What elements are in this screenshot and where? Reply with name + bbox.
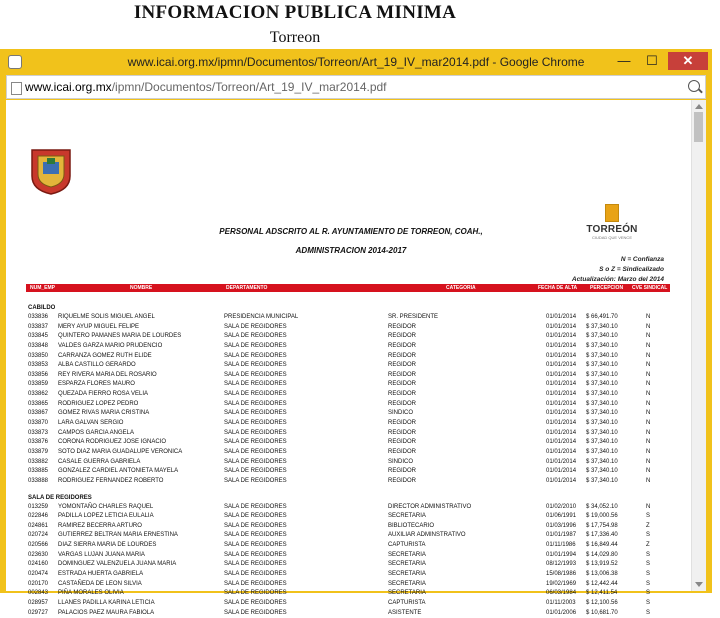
table-section [26,303,670,487]
cell-nombre: REY RIVERA MARIA DEL ROSARIO [58,371,157,378]
cell-num-emp: 033882 [28,458,49,465]
document-header: PERSONAL ADSCRITO AL R. AYUNTAMIENTO DE TORREON, COAH., [219,227,483,236]
cell-fecha-alta: 01/01/2014 [546,323,577,330]
table-row [26,352,670,362]
table-section [26,493,670,618]
cell-percepcion: $ 37,340.10 [586,323,618,330]
cell-nombre: PADILLA LOPEZ LETICIA EULALIA [58,513,154,520]
cell-cve-sindical: N [646,391,651,398]
cell-num-emp: 033888 [28,477,49,484]
cell-departamento: SALA DE REGIDORES [224,551,287,558]
cell-nombre: RAMIREZ BECERRA ARTURO [58,522,142,529]
cell-percepcion: $ 37,340.10 [586,458,618,465]
table-row [26,477,670,487]
cell-cve-sindical: N [646,381,651,388]
cell-departamento: SALA DE REGIDORES [224,503,287,510]
cell-categoria: REGIDOR [388,362,417,369]
table-row [26,570,670,580]
cell-percepcion: $ 66,491.70 [586,314,618,320]
table-row [26,599,670,609]
cell-num-emp: 033850 [28,352,49,359]
cell-fecha-alta: 01/01/2006 [546,609,577,616]
col-num-emp: NUM_EMP [30,285,56,291]
cell-categoria: REGIDOR [388,400,417,407]
cell-cve-sindical: S [646,599,651,606]
cell-categoria: SECRETARIA [388,513,426,520]
scroll-down-icon[interactable] [695,582,703,587]
url-host: www.icai.org.mx [25,80,112,94]
table-row [26,429,670,439]
cell-percepcion: $ 37,340.10 [586,352,618,359]
table-row [26,390,670,400]
cell-departamento: SALA DE REGIDORES [224,590,287,597]
cell-num-emp: 029727 [28,609,49,616]
table-row [26,323,670,333]
col-fecha-alta: FECHA DE ALTA [538,285,578,291]
cell-nombre: GONZALEZ CARDIEL ANTONIETA MAYELA [58,468,179,475]
cell-nombre: DOMINGUEZ VALENZUELA JUANA MARIA [58,561,177,568]
cell-num-emp: 033870 [28,420,49,427]
cell-categoria: SECRETARIA [388,561,426,568]
cell-cve-sindical: N [646,323,651,330]
cell-cve-sindical: N [646,314,651,320]
cell-fecha-alta: 01/01/2014 [546,429,577,436]
cell-fecha-alta: 19/02/1969 [546,580,577,587]
cell-categoria: SR. PRESIDENTE [388,314,439,320]
coat-of-arms-icon [28,146,74,196]
cell-nombre: ALBA CASTILLO GERARDO [58,362,136,369]
cell-fecha-alta: 06/03/1984 [546,590,577,597]
cell-percepcion: $ 16,849.44 [586,542,618,549]
cell-nombre: ESPARZA FLORES MAURO [58,381,135,388]
cell-departamento: SALA DE REGIDORES [224,458,287,465]
cell-categoria: CAPTURISTA [388,542,426,549]
cell-nombre: VARGAS LUJAN JUANA MARIA [58,551,145,558]
table-row [26,467,670,477]
cell-categoria: REGIDOR [388,439,417,446]
cell-num-emp: 023630 [28,551,49,558]
cell-fecha-alta: 08/12/1993 [546,561,577,568]
table-body [26,300,670,618]
cell-fecha-alta: 01/01/2014 [546,458,577,465]
cell-num-emp: 024861 [28,522,49,529]
cell-cve-sindical: N [646,429,651,436]
cell-num-emp: 024160 [28,561,49,568]
address-bar[interactable] [6,75,706,99]
cell-departamento: SALA DE REGIDORES [224,599,287,606]
table-row [26,551,670,561]
cell-num-emp: 033845 [28,333,49,340]
cell-percepcion: $ 13,006.38 [586,571,618,578]
cell-num-emp: 033836 [28,314,49,320]
cell-nombre: CORONA RODRIGUEZ JOSE IGNACIO [58,439,167,446]
cell-num-emp: 020724 [28,532,49,539]
cell-num-emp: 020170 [28,580,49,587]
cell-nombre: SOTO DIAZ MARIA GUADALUPE VERONICA [58,448,183,455]
cell-departamento: SALA DE REGIDORES [224,362,287,369]
cell-num-emp: 033848 [28,342,49,349]
table-row [26,313,670,323]
maximize-button[interactable]: ☐ [646,53,658,68]
cell-percepcion: $ 14,029.80 [586,551,618,558]
cell-percepcion: $ 37,340.10 [586,400,618,407]
cell-categoria: REGIDOR [388,342,417,349]
cell-categoria: AUXILIAR ADMINSTRATIVO [388,532,466,539]
chrome-window [0,49,712,616]
cell-cve-sindical: S [646,580,651,587]
cell-nombre: ESTRADA HUERTA GABRIELA [58,571,144,578]
table-row [26,400,670,410]
cell-departamento: SALA DE REGIDORES [224,580,287,587]
cell-categoria: REGIDOR [388,352,417,359]
cell-categoria: BIBLIOTECARIO [388,522,435,529]
table-row [26,589,670,599]
cell-percepcion: $ 37,340.10 [586,342,618,349]
cell-fecha-alta: 01/01/2014 [546,381,577,388]
cell-nombre: PALACIOS PAEZ MAURA FABIOLA [58,609,155,616]
cell-num-emp: 002843 [28,590,49,597]
cell-nombre: DIAZ SIERRA MARIA DE LOURDES [58,542,157,549]
cell-categoria: REGIDOR [388,468,417,475]
cell-num-emp: 033837 [28,323,49,330]
cell-fecha-alta: 15/08/1986 [546,571,577,578]
table-row [26,512,670,522]
cell-cve-sindical: S [646,590,651,597]
cell-num-emp: 022846 [28,513,49,520]
cell-fecha-alta: 01/01/2014 [546,362,577,369]
cell-percepcion: $ 13,919.52 [586,561,618,568]
cell-departamento: SALA DE REGIDORES [224,561,287,568]
cell-departamento: SALA DE REGIDORES [224,333,287,340]
logo-tagline: CIUDAD QUE VENCE [591,235,632,240]
cell-categoria: SECRETARIA [388,571,426,578]
cell-fecha-alta: 01/01/2014 [546,371,577,378]
cell-num-emp: 033867 [28,410,49,417]
cell-fecha-alta: 01/01/2014 [546,468,577,475]
cell-departamento: SALA DE REGIDORES [224,381,287,388]
table-row [26,580,670,590]
table-row [26,371,670,381]
cell-categoria: REGIDOR [388,381,417,388]
col-percepcion: PERCEPCION [590,285,624,291]
cell-categoria: REGIDOR [388,333,417,340]
table-row [26,609,670,618]
cell-categoria: SECRETARIA [388,551,426,558]
legend-actualizacion: Actualización: Marzo del 2014 [571,276,664,283]
cell-departamento: SALA DE REGIDORES [224,571,287,578]
cell-num-emp: 020474 [28,571,49,578]
document-subheader: ADMINISTRACION 2014-2017 [295,246,407,255]
cell-categoria: DIRECTOR ADMINISTRATIVO [388,503,472,510]
url-path: /ipmn/Documentos/Torreon/Art_19_IV_mar2014.pdf [111,80,387,94]
table-row [26,342,670,352]
cell-departamento: SALA DE REGIDORES [224,448,287,455]
cell-fecha-alta: 01/01/2014 [546,410,577,417]
cell-categoria: SECRETARIA [388,590,426,597]
cell-departamento: SALA DE REGIDORES [224,429,287,436]
cell-percepcion: $ 17,336.40 [586,532,618,539]
cell-cve-sindical: N [646,468,651,475]
cell-cve-sindical: N [646,371,651,378]
table-row [26,380,670,390]
cell-percepcion: $ 37,340.10 [586,391,618,398]
cell-departamento: SALA DE REGIDORES [224,542,287,549]
table-row [26,458,670,468]
cell-percepcion: $ 17,754.98 [586,522,618,529]
cell-percepcion: $ 10,681.70 [586,609,618,616]
cell-cve-sindical: N [646,420,651,427]
title-bar[interactable] [0,49,712,75]
cell-cve-sindical: S [646,551,651,558]
cell-fecha-alta: 01/01/2014 [546,333,577,340]
cell-percepcion: $ 19,000.56 [586,513,618,520]
cell-percepcion: $ 37,340.10 [586,448,618,455]
table-row [26,541,670,551]
page-subtitle: Torreon [269,29,321,46]
cell-departamento: SALA DE REGIDORES [224,323,287,330]
cell-num-emp: 033853 [28,362,49,369]
cell-nombre: QUEZADA FIERRO ROSA VELIA [58,391,149,398]
cell-cve-sindical: Z [646,542,650,549]
cell-cve-sindical: N [646,503,651,510]
cell-categoria: CAPTURISTA [388,599,426,606]
cell-cve-sindical: S [646,561,651,568]
cell-fecha-alta: 01/01/1994 [546,551,577,558]
cell-departamento: SALA DE REGIDORES [224,371,287,378]
cell-num-emp: 033865 [28,400,49,407]
logo-name: TORREÓN [586,224,638,235]
section-title: SALA DE REGIDORES [28,494,92,501]
cell-num-emp: 020566 [28,542,49,549]
cell-departamento: SALA DE REGIDORES [224,352,287,359]
cell-percepcion: $ 37,340.10 [586,420,618,427]
cell-nombre: MERY AYUP MIGUEL FELIPE [58,323,140,330]
cell-fecha-alta: 01/03/1996 [546,522,577,529]
pdf-page [6,100,692,616]
cell-nombre: RODRIGUEZ LOPEZ PEDRO [58,400,139,407]
cell-departamento: SALA DE REGIDORES [224,400,287,407]
cell-percepcion: $ 37,340.10 [586,468,618,475]
cell-cve-sindical: N [646,410,651,417]
cell-departamento: SALA DE REGIDORES [224,420,287,427]
cell-nombre: RODRIGUEZ FERNANDEZ ROBERTO [58,477,164,484]
cell-cve-sindical: N [646,448,651,455]
cell-fecha-alta: 01/01/2014 [546,400,577,407]
page-icon [11,82,22,95]
cell-departamento: SALA DE REGIDORES [224,410,287,417]
cell-cve-sindical: S [646,571,651,578]
cell-num-emp: 033873 [28,429,49,436]
cell-categoria: SINDICO [388,410,414,417]
cell-cve-sindical: N [646,477,651,484]
table-row [26,332,670,342]
table-row [26,409,670,419]
cell-percepcion: $ 37,340.10 [586,381,618,388]
cell-nombre: PIÑA MORALES OLIVIA [58,590,124,597]
cell-nombre: GOMEZ RIVAS MARIA CRISTINA [58,410,150,417]
cell-cve-sindical: N [646,333,651,340]
pdf-viewer[interactable] [6,100,706,616]
cell-nombre: LARA GALVAN SERGIO [58,420,124,427]
cell-cve-sindical: N [646,342,651,349]
window-title: www.icai.org.mx/ipmn/Documentos/Torreon/Art_19_IV_mar2014.pdf - Google Chrome [127,55,585,69]
torreon-logo-icon [605,204,619,222]
cell-nombre: CAMPOS GARCIA ANGELA [58,429,135,436]
cell-nombre: CARRANZA GOMEZ RUTH ELIDE [58,352,152,359]
scroll-up-icon[interactable] [695,104,703,109]
cell-num-emp: 013259 [28,503,49,510]
cell-departamento: SALA DE REGIDORES [224,513,287,520]
cell-categoria: REGIDOR [388,448,417,455]
cell-fecha-alta: 01/01/1987 [546,532,577,539]
cell-fecha-alta: 01/01/2014 [546,477,577,484]
cell-percepcion: $ 37,340.10 [586,333,618,340]
cell-nombre: GUTIERREZ BELTRAN MARIA ERNESTINA [58,532,178,539]
table-row [26,448,670,458]
cell-cve-sindical: N [646,352,651,359]
cell-percepcion: $ 12,442.44 [586,580,618,587]
cell-categoria: ASISTENTE [388,609,422,616]
cell-fecha-alta: 01/01/2014 [546,342,577,349]
legend-confianza: N = Confianza [620,256,664,263]
cell-cve-sindical: N [646,458,651,465]
cell-departamento: SALA DE REGIDORES [224,609,287,616]
cell-fecha-alta: 01/01/2014 [546,314,577,320]
cell-categoria: REGIDOR [388,429,417,436]
table-row [26,361,670,371]
legend-sindicalizado: S o Z = Sindicalizado [599,266,664,273]
col-cve-sindical: CVE SINDICAL [632,285,668,291]
cell-departamento: SALA DE REGIDORES [224,532,287,539]
cell-num-emp: 033885 [28,468,49,475]
cell-fecha-alta: 01/01/2014 [546,352,577,359]
torreon-logo [582,204,642,240]
cell-categoria: REGIDOR [388,420,417,427]
cell-nombre: VALDES GARZA MARIO PRUDENCIO [58,342,163,349]
cell-num-emp: 033879 [28,448,49,455]
cell-cve-sindical: N [646,362,651,369]
cell-cve-sindical: N [646,400,651,407]
cell-categoria: REGIDOR [388,477,417,484]
cell-categoria: REGIDOR [388,323,417,330]
cell-cve-sindical: S [646,532,651,539]
cell-categoria: SECRETARIA [388,580,426,587]
minimize-button[interactable]: — [617,53,631,68]
cell-fecha-alta: 01/11/1986 [546,542,576,549]
cell-departamento: SALA DE REGIDORES [224,391,287,398]
zoom-icon[interactable] [688,80,700,92]
cell-nombre: QUINTERO PAMANES MARIA DE LOURDES [58,333,182,340]
url-text[interactable] [25,80,387,94]
table-row [26,531,670,541]
cell-nombre: YOMONTAÑO CHARLES RAQUEL [58,503,154,510]
cell-nombre: CASTAÑEDA DE LEON SILVIA [58,580,142,587]
table-row [26,522,670,532]
col-categoria: CATEGORIA [446,285,476,291]
cell-nombre: CASALE GUERRA GABRIELA [58,458,141,465]
cell-nombre: RIQUELME SOLIS MIGUEL ANGEL [58,314,155,320]
cell-percepcion: $ 37,340.10 [586,371,618,378]
cell-departamento: SALA DE REGIDORES [224,477,287,484]
cell-percepcion: $ 37,340.10 [586,439,618,446]
cell-percepcion: $ 37,340.10 [586,429,618,436]
cell-num-emp: 028957 [28,599,49,606]
cell-fecha-alta: 01/11/2003 [546,599,576,606]
cell-percepcion: $ 37,340.10 [586,477,618,484]
cell-cve-sindical: Z [646,522,650,529]
cell-num-emp: 033859 [28,381,49,388]
cell-percepcion: $ 12,100.56 [586,599,618,606]
col-departamento: DEPARTAMENTO [226,285,268,291]
section-title: CABILDO [28,305,56,311]
cell-nombre: LLANES PADILLA KARINA LETICIA [58,599,155,606]
cell-fecha-alta: 01/01/2014 [546,391,577,398]
scroll-thumb[interactable] [694,112,703,142]
cell-num-emp: 033876 [28,439,49,446]
cell-fecha-alta: 01/01/2014 [546,439,577,446]
cell-cve-sindical: N [646,439,651,446]
cell-fecha-alta: 01/06/1991 [546,513,577,520]
cell-percepcion: $ 12,411.54 [586,590,618,597]
cell-departamento: SALA DE REGIDORES [224,439,287,446]
cell-num-emp: 033862 [28,391,49,398]
page-title: INFORMACION PUBLICA MINIMA [133,2,457,23]
cell-cve-sindical: S [646,513,651,520]
table-header [26,284,670,292]
table-row [26,503,670,513]
cell-num-emp: 033856 [28,371,49,378]
close-button[interactable]: ✕ [668,52,708,70]
cell-categoria: REGIDOR [388,371,417,378]
cell-fecha-alta: 01/01/2014 [546,448,577,455]
cell-departamento: SALA DE REGIDORES [224,468,287,475]
cell-categoria: REGIDOR [388,391,417,398]
table-row [26,438,670,448]
table-row [26,419,670,429]
cell-fecha-alta: 01/01/2014 [546,420,577,427]
cell-departamento: SALA DE REGIDORES [224,342,287,349]
cell-departamento: SALA DE REGIDORES [224,522,287,529]
cell-categoria: SINDICO [388,458,414,465]
cell-departamento: PRESIDENCIA MUNICIPAL [224,314,299,320]
cell-cve-sindical: S [646,609,651,616]
cell-percepcion: $ 34,052.10 [586,503,618,510]
cell-percepcion: $ 37,340.10 [586,410,618,417]
vertical-scrollbar[interactable] [691,100,706,591]
cell-percepcion: $ 37,340.10 [586,362,618,369]
col-nombre: NOMBRE [130,285,153,291]
table-row [26,560,670,570]
cell-fecha-alta: 01/02/2010 [546,503,577,510]
